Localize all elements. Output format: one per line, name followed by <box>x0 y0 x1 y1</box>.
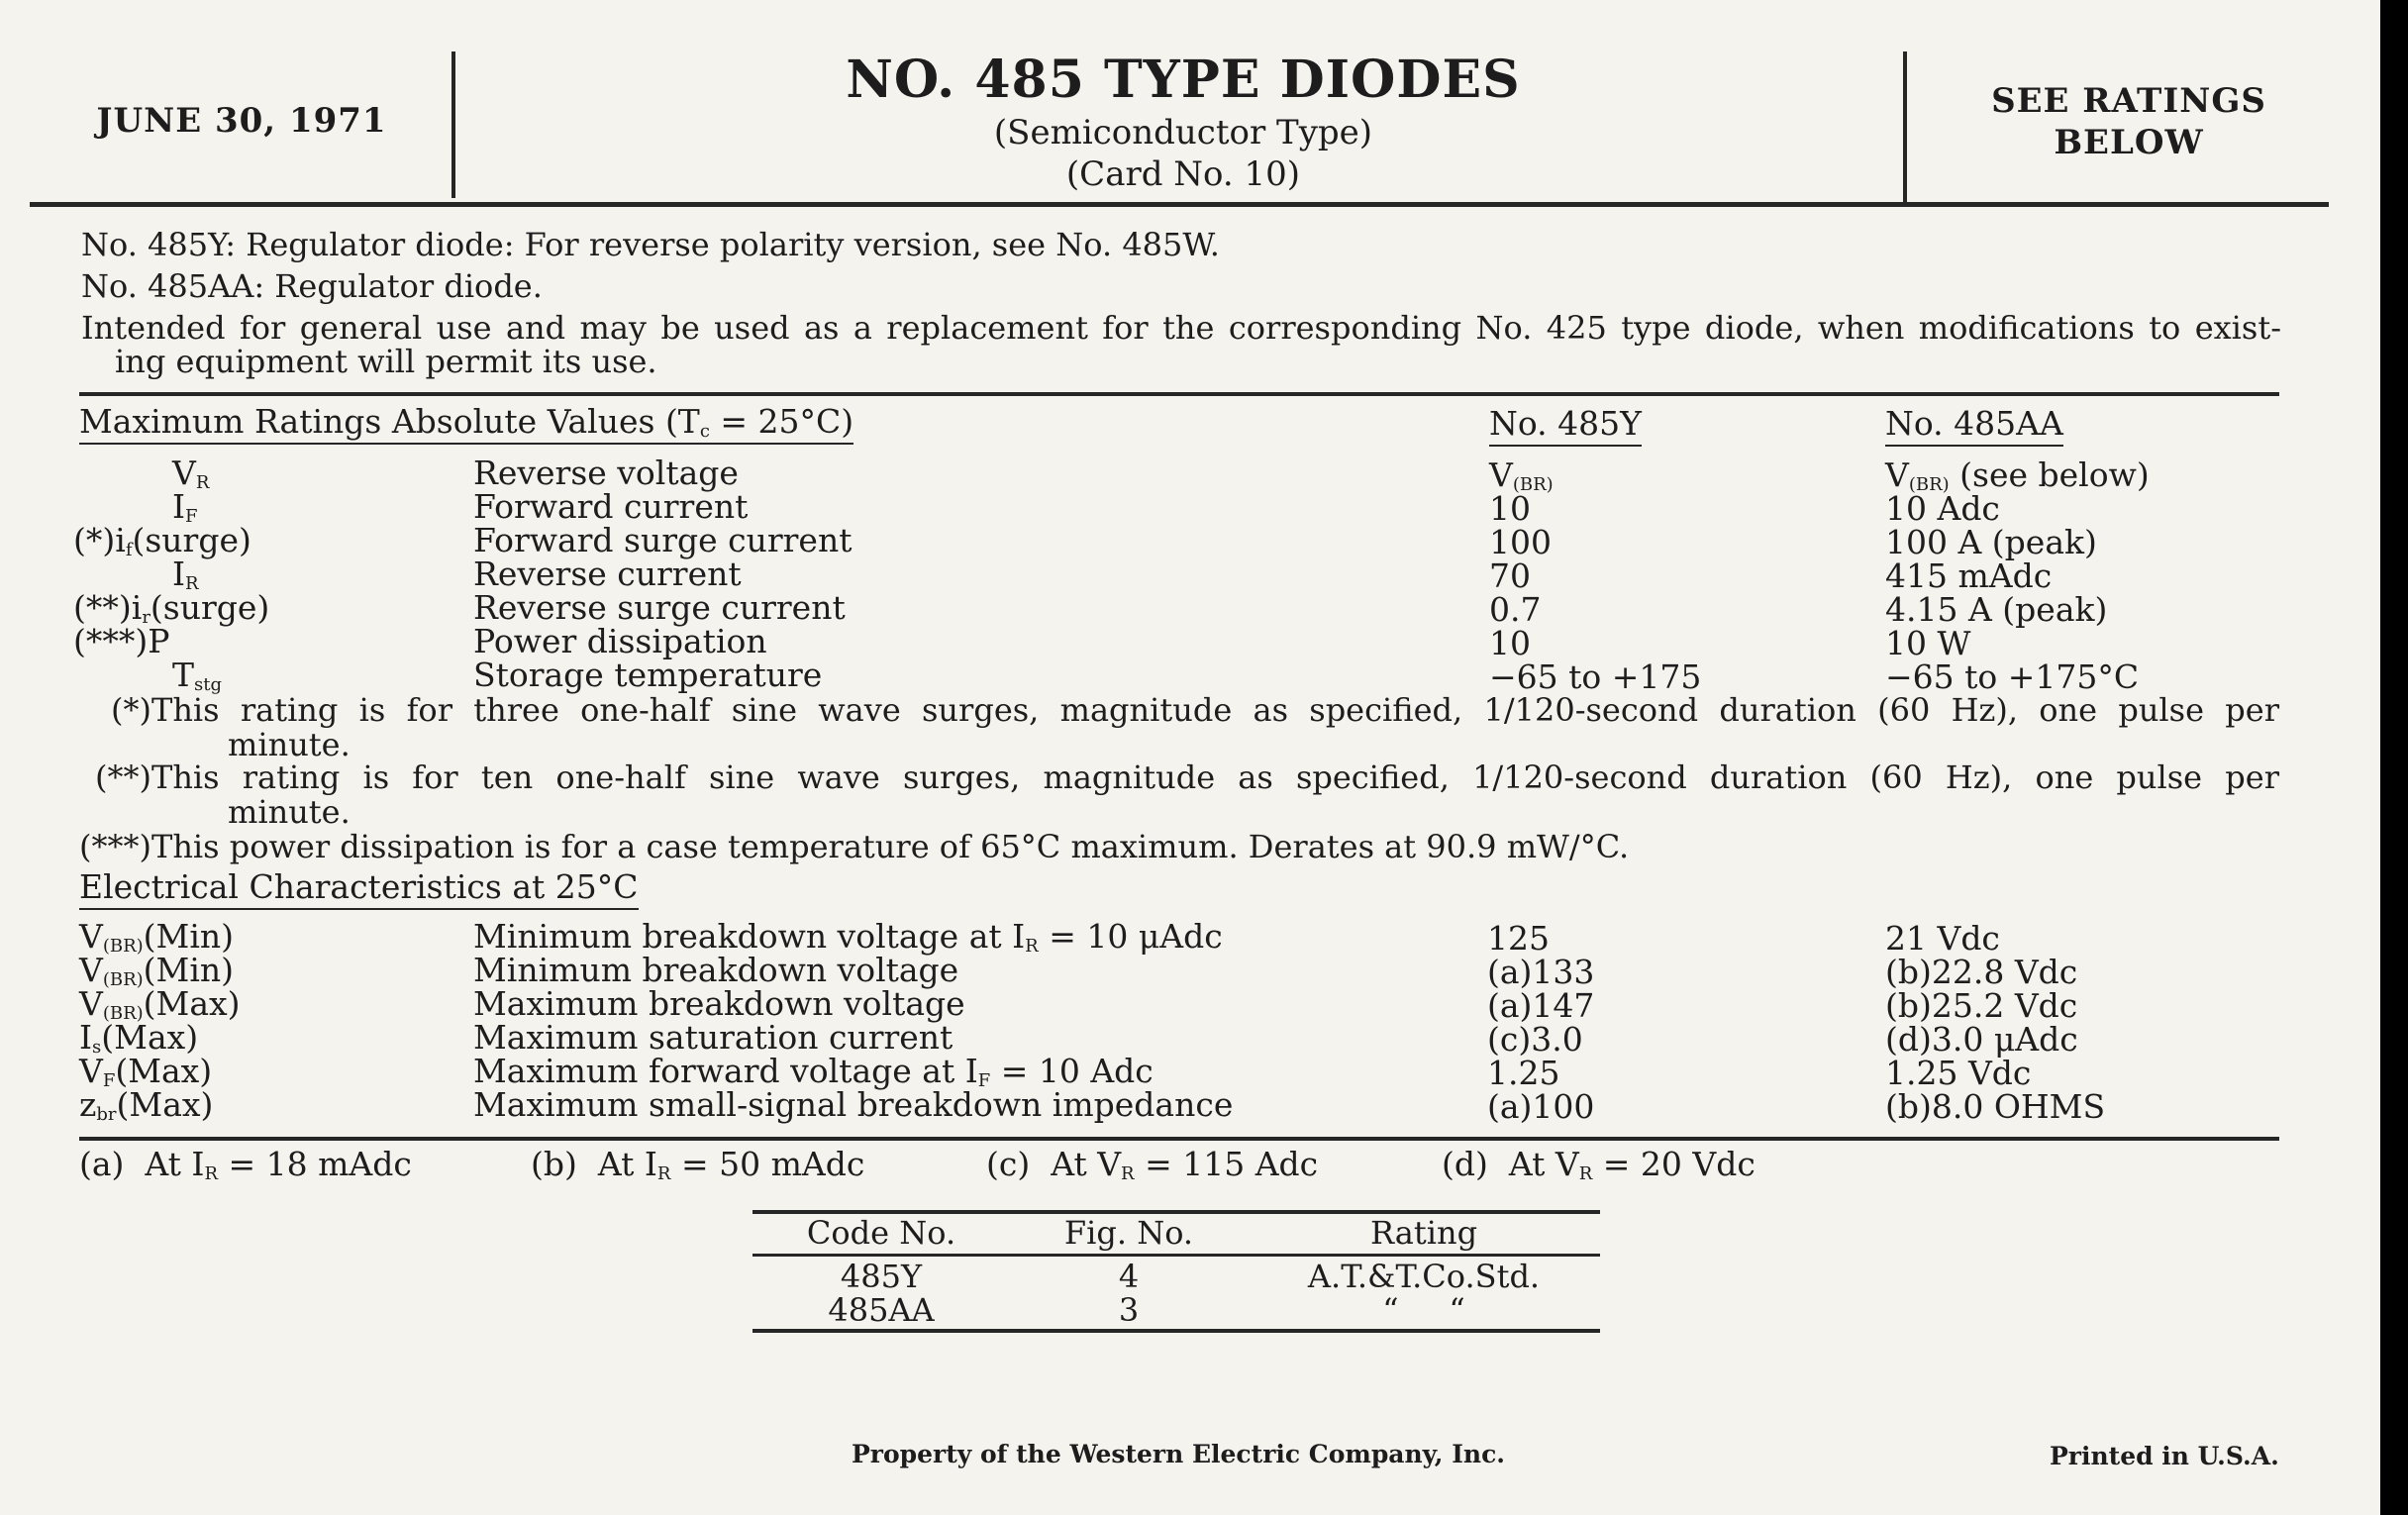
page-title: NO. 485 TYPE DIODES <box>846 50 1521 110</box>
rating-value-485y: −65 to +175 <box>1489 657 1702 696</box>
rating-description: Storage temperature <box>473 656 823 694</box>
code-table-header-code: Code No. <box>806 1214 956 1252</box>
code-table-header-rule <box>752 1254 1600 1257</box>
header-divider-left <box>452 51 455 198</box>
rating-value-485aa: 10 Adc <box>1885 489 2000 528</box>
test-condition: (a) At $I_R = 18$ mAdc <box>79 1145 412 1184</box>
card-number: (Card No. 10) <box>1065 154 1301 194</box>
ratings-note-line2: BELOW <box>2054 123 2204 162</box>
rating-symbol: $(**)i_r(surge)$ <box>73 588 270 628</box>
rating-value-485y: 0.7 <box>1489 590 1542 629</box>
rating-value-485aa: 415 mAdc <box>1885 556 2053 595</box>
electrical-value-485y: (a)100 <box>1487 1087 1595 1126</box>
code-table-cell: 485AA <box>828 1291 935 1329</box>
electrical-symbol: $z_{br}(Max)$ <box>79 1085 214 1125</box>
note-forward-surge: (*)This rating is for three one-half sine wave surges, magnitude as specified, 1/120-second duration (60 Hz), one pulse per <box>111 691 2279 729</box>
electrical-value-485aa: (b)8.0 OHMS <box>1885 1087 2106 1126</box>
rating-description: Power dissipation <box>473 622 767 660</box>
column-header-485aa: No. 485AA <box>1885 404 2063 447</box>
electrical-description: Maximum forward voltage at $I_F = 10$ Adc <box>473 1052 1154 1091</box>
column-header-485y: No. 485Y <box>1489 404 1642 447</box>
rating-symbol: $V_R$ <box>172 454 210 493</box>
rating-value-485y: 100 <box>1489 523 1552 561</box>
intro-line-usage: Intended for general use and may be used as a replacement for the corresponding No. 425 type diode, when modifications to exist- <box>81 309 2281 347</box>
electrical-description: Maximum small-signal breakdown impedance <box>473 1085 1234 1124</box>
intro-line-usage-cont: ing equipment will permit its use. <box>115 343 657 380</box>
rating-value-485aa: $V_{(BR)}$ (see below) <box>1885 455 2150 495</box>
rating-symbol: $I_R$ <box>172 555 199 594</box>
footer-printed: Printed in U.S.A. <box>2050 1442 2279 1470</box>
test-condition: (d) At $V_R = 20$ Vdc <box>1442 1145 1756 1184</box>
electrical-description: Minimum breakdown voltage <box>473 951 959 989</box>
code-table-header-rating: Rating <box>1369 1214 1478 1252</box>
electrical-symbol: $V_{(BR)}(Max)$ <box>79 984 241 1024</box>
rating-value-485aa: 10 W <box>1885 624 1971 662</box>
electrical-value-485y: (a)133 <box>1487 953 1595 991</box>
electrical-symbol: $V_F(Max)$ <box>79 1052 213 1091</box>
code-table-bottom-rule <box>752 1329 1600 1333</box>
rating-symbol: $(*)i_f(surge)$ <box>73 521 251 560</box>
intro-line-485y: No. 485Y: Regulator diode: For reverse polarity version, see No. 485W. <box>81 226 1220 263</box>
electrical-rule <box>79 1137 2279 1141</box>
note-reverse-surge-cont: minute. <box>228 793 351 831</box>
note-reverse-surge: (**)This rating is for ten one-half sine wave surges, magnitude as specified, 1/120-second duration (60 Hz), one pulse per <box>95 758 2279 796</box>
note-forward-surge-cont: minute. <box>228 726 351 763</box>
rating-symbol: $T_{stg}$ <box>172 656 223 695</box>
header-divider-right <box>1903 51 1907 202</box>
test-condition: (b) At $I_R = 50$ mAdc <box>531 1145 865 1184</box>
rating-value-485y: $V_{(BR)}$ <box>1489 455 1554 495</box>
rating-description: Reverse surge current <box>473 588 846 627</box>
code-table-cell: “ “ <box>1382 1291 1465 1329</box>
page-subtitle: (Semiconductor Type) <box>993 113 1373 152</box>
electrical-value-485aa: (b)22.8 Vdc <box>1885 953 2078 991</box>
rating-value-485aa: 100 A (peak) <box>1885 523 2097 561</box>
ratings-note-line1: SEE RATINGS <box>1991 81 2266 121</box>
electrical-value-485aa: (d)3.0 μAdc <box>1885 1020 2078 1059</box>
rating-value-485y: 10 <box>1489 489 1531 528</box>
rating-value-485y: 70 <box>1489 556 1531 595</box>
code-table-header-fig: Fig. No. <box>1063 1214 1194 1252</box>
rating-symbol: (***)P <box>73 622 170 660</box>
max-ratings-heading: Maximum Ratings Absolute Values $(T_c = 25^\circ C)$ <box>79 402 853 445</box>
rating-description: Forward surge current <box>473 521 853 559</box>
electrical-symbol: $V_{(BR)}(Min)$ <box>79 917 235 957</box>
electrical-description: Maximum saturation current <box>473 1018 953 1057</box>
code-table-cell: 485Y <box>840 1258 923 1295</box>
electrical-value-485aa: 1.25 Vdc <box>1885 1054 2032 1092</box>
rating-description: Reverse voltage <box>473 454 739 492</box>
rating-symbol: $I_F$ <box>172 487 198 527</box>
electrical-value-485y: (c)3.0 <box>1487 1020 1583 1059</box>
electrical-description: Minimum breakdown voltage at $I_R = 10$ μAdc <box>473 917 1223 957</box>
electrical-symbol: $I_s(Max)$ <box>79 1018 199 1058</box>
rating-value-485y: 10 <box>1489 624 1531 662</box>
issue-date: JUNE 30, 1971 <box>96 101 387 141</box>
electrical-description: Maximum breakdown voltage <box>473 984 965 1023</box>
footer-property: Property of the Western Electric Company, Inc. <box>852 1440 1506 1468</box>
header-rule <box>30 202 2329 207</box>
test-condition: (c) At $V_R = 115$ Adc <box>986 1145 1319 1184</box>
electrical-value-485y: (a)147 <box>1487 986 1595 1025</box>
rating-value-485aa: −65 to +175°C <box>1885 657 2140 696</box>
electrical-value-485y: 1.25 <box>1487 1054 1560 1092</box>
note-power-dissipation: (***)This power dissipation is for a case temperature of 65°C maximum. Derates at 90.9 mW/°C. <box>79 828 1630 865</box>
section-rule <box>79 392 2279 396</box>
code-table-cell: 4 <box>1118 1258 1140 1295</box>
rating-description: Forward current <box>473 487 749 526</box>
electrical-heading: Electrical Characteristics at 25°C <box>79 867 639 910</box>
rating-description: Reverse current <box>473 555 742 593</box>
rating-value-485aa: 4.15 A (peak) <box>1885 590 2108 629</box>
electrical-symbol: $V_{(BR)}(Min)$ <box>79 951 235 990</box>
code-table-cell: 3 <box>1118 1291 1140 1329</box>
code-table-cell: A.T.&T.Co.Std. <box>1307 1258 1541 1295</box>
intro-line-485aa: No. 485AA: Regulator diode. <box>81 267 543 305</box>
electrical-value-485y: 125 <box>1487 919 1550 958</box>
electrical-value-485aa: 21 Vdc <box>1885 919 2000 958</box>
electrical-value-485aa: (b)25.2 Vdc <box>1885 986 2078 1025</box>
